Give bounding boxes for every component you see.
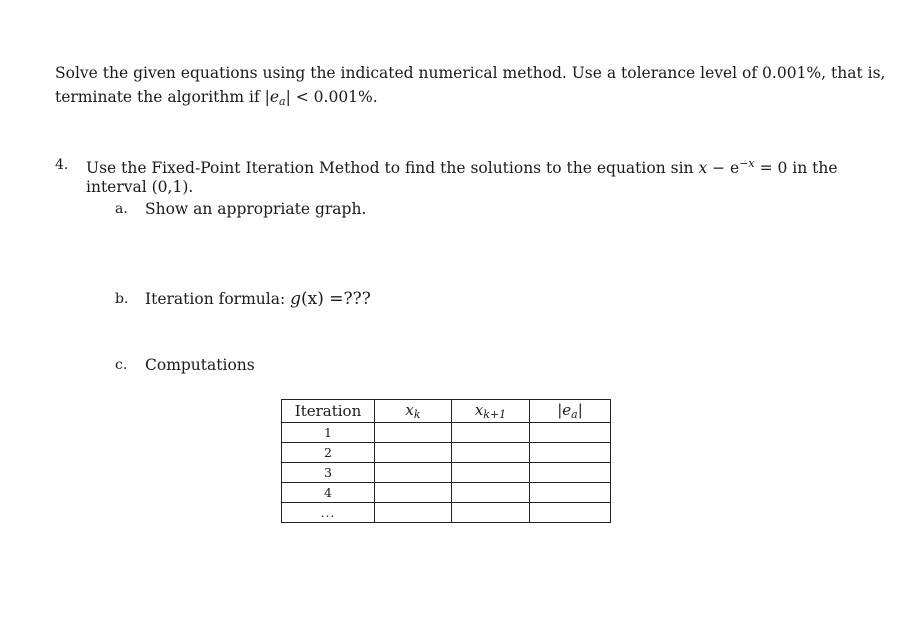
part-b-text: [145, 289, 371, 309]
tolerance-condition: < 0.001%: [290, 88, 373, 106]
xk1-cell[interactable]: [452, 463, 530, 483]
instructions-line-2: terminate the algorithm if $|e_a| < 0.001\%$.: [55, 88, 378, 108]
part-b-label: Iteration formula:: [145, 290, 286, 308]
xk-cell[interactable]: [375, 423, 452, 443]
part-b-g: g: [290, 289, 302, 309]
xk-cell[interactable]: [375, 483, 452, 503]
equation-sin: sin: [670, 159, 694, 177]
table-row: [282, 503, 611, 523]
problem-statement-line-2: interval (0,1).: [86, 178, 194, 196]
error-subscript: a: [279, 95, 286, 108]
problem-statement-line-1: [86, 154, 838, 178]
xk-cell[interactable]: [375, 443, 452, 463]
xk1-cell[interactable]: [452, 483, 530, 503]
xk1-cell[interactable]: [452, 503, 530, 523]
table-header-row: [282, 400, 611, 423]
iteration-cell: 4: [282, 483, 375, 503]
error-symbol: e: [269, 88, 280, 106]
iteration-cell: 2: [282, 443, 375, 463]
iteration-cell: 1: [282, 423, 375, 443]
computations-table: [281, 399, 611, 523]
error-cell[interactable]: [530, 443, 611, 463]
equation-minus-e: − e: [707, 159, 740, 177]
equation-x: x: [698, 159, 708, 177]
equation-exponent: −x: [739, 157, 755, 170]
iteration-cell: 3: [282, 463, 375, 483]
table-row: [282, 463, 611, 483]
xk-cell[interactable]: [375, 463, 452, 483]
part-b-formula: (x) =???: [301, 289, 371, 309]
error-cell[interactable]: [530, 463, 611, 483]
problem-statement-text: Use the Fixed-Point Iteration Method to find the solutions to the equation: [86, 159, 671, 177]
error-cell[interactable]: [530, 423, 611, 443]
header-iteration: Iteration: [282, 400, 375, 423]
header-xk: $x_k$: [375, 400, 452, 423]
part-c-letter: c.: [115, 357, 128, 373]
header-error: $|e_a|$: [530, 400, 611, 423]
part-a-letter: a.: [115, 201, 128, 217]
xk1-cell[interactable]: [452, 423, 530, 443]
error-cell[interactable]: [530, 503, 611, 523]
part-b-letter: b.: [115, 291, 129, 307]
problem-number: 4.: [55, 157, 69, 173]
part-a-text: Show an appropriate graph.: [145, 200, 367, 218]
equation-rest: = 0: [754, 159, 788, 177]
iteration-cell: ...: [282, 503, 375, 523]
instructions-line-1: Solve the given equations using the indicated numerical method. Use a tolerance level of 0.001%, that is,: [55, 64, 886, 82]
instructions-period: .: [372, 88, 378, 106]
part-c-text: Computations: [145, 356, 255, 374]
xk-cell[interactable]: [375, 503, 452, 523]
table-row: [282, 443, 611, 463]
instructions-line-2-text: terminate the algorithm if: [55, 88, 265, 106]
header-xk1: $x_{k+1}$: [452, 400, 530, 423]
xk1-cell[interactable]: [452, 443, 530, 463]
table-row: [282, 423, 611, 443]
error-cell[interactable]: [530, 483, 611, 503]
table-row: [282, 483, 611, 503]
problem-statement-suffix: in the: [787, 159, 838, 177]
